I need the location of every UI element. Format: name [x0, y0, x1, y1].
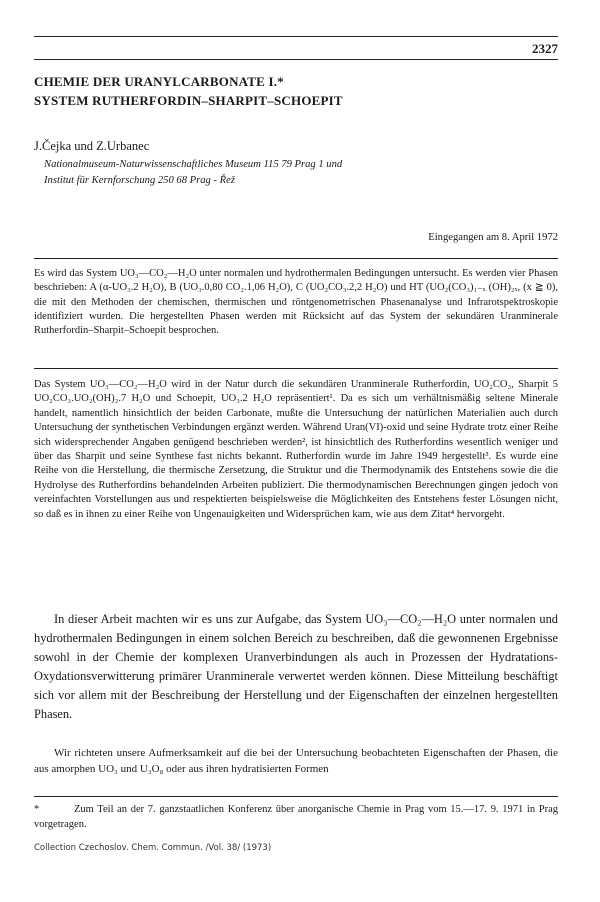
affiliation-line-1: Nationalmuseum-Naturwissenschaftliches Museum 115 79 Prag 1 und: [44, 159, 343, 170]
received-date: Eingegangen am 8. April 1972: [428, 232, 558, 243]
title-line-1: CHEMIE DER URANYLCARBONATE I.*: [34, 74, 284, 89]
footnote-text: Zum Teil an der 7. ganzstaatlichen Konferenz über anorganische Chemie in Prag vom 15.—17. 9. 1971 in Prag vorgetragen.: [34, 804, 558, 830]
page-number: 2327: [532, 41, 558, 56]
header-rule-top: [34, 36, 558, 37]
footnote: [34, 803, 558, 832]
footnote-mark: *: [34, 804, 40, 815]
journal-citation: Collection Czechoslov. Chem. Commun. /Vol. 38/ (1973): [34, 843, 272, 853]
affiliation-line-2: Institut für Kernforschung 250 68 Prag - Řež: [44, 175, 235, 186]
abstract-rule-bottom: [34, 368, 558, 369]
footnote-rule: [34, 796, 558, 797]
affiliation: [44, 157, 342, 189]
article-title: [34, 72, 343, 110]
paragraph-intro: Das System UO₃—CO₂—H₂O wird in der Natur durch die sekundären Uranminerale Rutherfordin, UO₂CO₃, Sharpit 5 UO₂CO₃.UO₂(OH)₂.7 H₂O und Schoepit, UO₃.2 H₂O repräsentiert¹. Da es sich um verhältnismäßig seltene Minerale handelt, namentlich hinsichtlich der beiden Carbonate, mußte die Untersuchung der natürlichen Materialien auch durch Untersuchung der synthetischen Verbindungen ergänzt werden. Während Uran(VI)-oxid und seine Hydrate trotz einer Reihe sich widersprechender Angaben genügend beschrieben werden², ist hinsichtlich des Rutherfordins wesentlich weniger und über das Sharpit und seine Synthese fast nichts bekannt. Rutherfordin wurde im Jahre 1949 hergestellt³. Es wurde eine Reihe von die Herstellung, die thermische Zersetzung, die Struktur und die Thermodynamik des Entstehens sowie die die Hydrolyse des Rutherfordins behandelnden Arbeiten publiziert. Die thermodynamischen Berechnungen gingen jedoch von vereinfachten Vorstellungen aus und respektierten beispielsweise die Möglichkeiten des Entstehens fester Lösungen nicht, so daß es in ihnen zu einer Reihe von Ungenauigkeiten und Widersprüchen kam, wie aus dem Zitat⁴ hervorgeht.: [34, 379, 558, 520]
title-line-2: SYSTEM RUTHERFORDIN–SHARPIT–SCHOEPIT: [34, 93, 343, 108]
abstract: Es wird das System UO₃—CO₂—H₂O unter normalen und hydrothermalen Bedingungen untersucht. Es werden vier Phasen beschrieben: A (α-UO₃.2 H₂O), B (UO₃.0,80 CO₂.1,06 H₂O), C (UO₂CO₃.2,2 H₂O) und HT (UO₂(CO₃)₁₋ₓ (OH)₂ₓ, (x ≧ 0), die mit den Methoden der chemischen, thermischen und röntgenometrischen Phasenanalyse und Infrarotspektroskopie identifiziert wurden. Die hergestellten Phasen werden mit Rücksicht auf das System der sekundären Uranminerale Rutherfordin–Sharpit–Schoepit besprochen.: [34, 268, 558, 337]
abstract-rule-top: [34, 258, 558, 259]
paragraph-aim: In dieser Arbeit machten wir es uns zur Aufgabe, das System UO₃—CO₂—H₂O unter normalen und hydrothermalen Bedingungen in einem solchen Bereich zu beschreiben, daß die gewonnenen Ergebnisse sowohl in der Chemie der komplexen Uranverbindungen als auch in Prozessen der Hydratations-Oxydationsverwitterung primärer Uranminerale verwertet werden können. Diese Mitteilung beschäftigt sich vor allem mit der Beschreibung der Herstellung und der Eigenschaften der einzelnen hergestellten Phasen.: [34, 612, 558, 721]
paragraph-methods: Wir richteten unsere Aufmerksamkeit auf die bei der Untersuchung beobachteten Eigenschaften der Phasen, die aus amorphen UO₃ und U₃O₈ oder aus ihren hydratisierten Formen: [34, 747, 558, 775]
authors: J.Čejka und Z.Urbanec: [34, 139, 150, 153]
header-rule-bottom: [34, 59, 558, 60]
